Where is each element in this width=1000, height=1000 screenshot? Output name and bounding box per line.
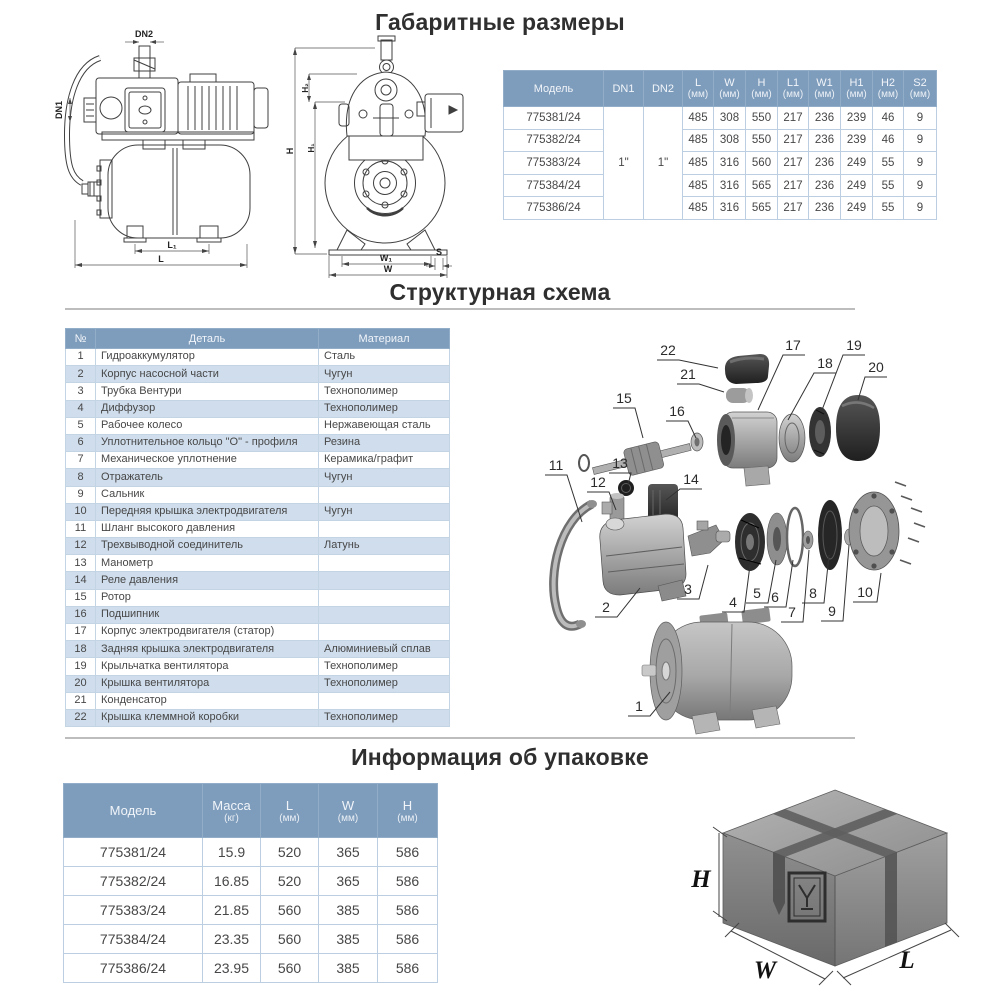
table-cell: Механическое уплотнение — [96, 452, 319, 469]
table-cell: 565 — [746, 197, 778, 220]
bearing — [691, 433, 703, 451]
table-cell: 6 — [66, 434, 96, 451]
table-row — [66, 349, 450, 366]
table-cell: 239 — [841, 107, 873, 130]
table-row — [66, 486, 450, 503]
table-cell: 22 — [66, 709, 96, 726]
svg-text:W: W — [383, 264, 393, 274]
table-cell: Шланг высокого давления — [96, 520, 319, 537]
table-cell — [319, 624, 450, 641]
table-cell: 560 — [746, 152, 778, 175]
packaging-box-illustration — [685, 775, 985, 1000]
svg-text:S: S — [435, 247, 443, 257]
table-cell: 586 — [378, 925, 438, 954]
exploded-view-diagram — [540, 328, 970, 738]
svg-text:5: 5 — [753, 585, 761, 601]
part-number-label — [781, 550, 809, 622]
svg-text:12: 12 — [590, 474, 606, 490]
table-cell: 775386/24 — [504, 197, 604, 220]
svg-text:W₁: W₁ — [379, 253, 393, 263]
table-cell: Рабочее колесо — [96, 417, 319, 434]
table-row — [66, 709, 450, 726]
table-cell: Конденсатор — [96, 692, 319, 709]
table-cell: Чугун — [319, 469, 450, 486]
part-number-label — [613, 390, 643, 438]
table-cell: 560 — [261, 954, 319, 983]
dimension-h2 — [301, 74, 357, 102]
table-cell — [319, 589, 450, 606]
table-cell: 55 — [873, 152, 904, 175]
table-row — [64, 867, 438, 896]
table-cell: 1 — [66, 349, 96, 366]
svg-text:H₂: H₂ — [301, 83, 310, 93]
svg-text:7: 7 — [788, 604, 796, 620]
table-cell: 21.85 — [203, 896, 261, 925]
svg-text:L: L — [158, 254, 164, 264]
table-cell: Задняя крышка электродвигателя — [96, 641, 319, 658]
section-divider — [65, 308, 855, 310]
table-cell — [319, 572, 450, 589]
table-cell: 15.9 — [203, 838, 261, 867]
svg-text:DN2: DN2 — [134, 29, 154, 39]
table-cell: Отражатель — [96, 469, 319, 486]
table-cell: 385 — [319, 954, 378, 983]
table-row — [66, 400, 450, 417]
table-cell: 775381/24 — [64, 838, 203, 867]
capacitor — [726, 388, 753, 403]
table-cell: 775383/24 — [504, 152, 604, 175]
table-cell: Крыльчатка вентилятора — [96, 658, 319, 675]
table-cell: 19 — [66, 658, 96, 675]
table-cell: 217 — [778, 107, 809, 130]
table-cell: 16 — [66, 606, 96, 623]
table-cell: Технополимер — [319, 383, 450, 400]
svg-text:21: 21 — [680, 366, 696, 382]
table-cell: Технополимер — [319, 675, 450, 692]
svg-text:8: 8 — [809, 585, 817, 601]
table-row — [66, 520, 450, 537]
reflector — [818, 500, 842, 570]
table-cell: 365 — [319, 867, 378, 896]
table-cell: Трубка Вентури — [96, 383, 319, 400]
rotor-washer — [579, 455, 589, 471]
tank-outline — [82, 145, 250, 242]
column-header: Материал — [319, 329, 450, 349]
table-cell: Чугун — [319, 503, 450, 520]
dimension-dn2 — [125, 29, 164, 44]
table-cell: Трехвыводной соединитель — [96, 538, 319, 555]
part-number-label — [677, 366, 724, 392]
o-ring — [787, 508, 803, 566]
column-header: L (мм) — [683, 71, 714, 107]
table-row — [504, 197, 937, 220]
column-header: DN2 — [644, 71, 683, 107]
cardboard-box — [723, 790, 947, 966]
table-row — [504, 152, 937, 175]
svg-text:H₁: H₁ — [307, 143, 316, 153]
table-cell: 17 — [66, 624, 96, 641]
table-cell: 18 — [66, 641, 96, 658]
part-number-label — [666, 403, 696, 438]
table-cell: 560 — [261, 896, 319, 925]
table-cell: 586 — [378, 867, 438, 896]
column-header: W (мм) — [714, 71, 746, 107]
table-row — [66, 383, 450, 400]
table-cell: Манометр — [96, 555, 319, 572]
dimensions-table — [503, 70, 937, 220]
svg-text:11: 11 — [548, 457, 564, 473]
table-cell: Подшипник — [96, 606, 319, 623]
table-cell: 236 — [809, 129, 841, 152]
table-cell: 236 — [809, 152, 841, 175]
table-row — [64, 896, 438, 925]
table-cell: 775383/24 — [64, 896, 203, 925]
table-cell: 308 — [714, 129, 746, 152]
table-cell: 236 — [809, 107, 841, 130]
table-cell: 560 — [261, 925, 319, 954]
mechanical-seal — [803, 531, 813, 549]
section-title-structure: Структурная схема — [389, 279, 611, 305]
table-cell: Латунь — [319, 538, 450, 555]
svg-text:DN1: DN1 — [54, 100, 64, 120]
table-cell: 316 — [714, 197, 746, 220]
table-cell: 217 — [778, 152, 809, 175]
table-cell: 9 — [904, 174, 937, 197]
column-header: Масса (кг) — [203, 784, 261, 838]
table-cell: Крышка клеммной коробки — [96, 709, 319, 726]
table-cell: 586 — [378, 838, 438, 867]
rear-motor-cover — [779, 414, 805, 462]
svg-text:19: 19 — [846, 337, 862, 353]
table-cell: 249 — [841, 152, 873, 175]
table-cell: 586 — [378, 896, 438, 925]
pump-housing — [600, 514, 686, 601]
table-cell: 308 — [714, 107, 746, 130]
svg-text:4: 4 — [729, 594, 737, 610]
column-header: H2 (мм) — [873, 71, 904, 107]
header-row — [504, 71, 937, 107]
table-cell: 249 — [841, 174, 873, 197]
table-cell: 2 — [66, 366, 96, 383]
table-cell: 46 — [873, 107, 904, 130]
table-cell: 23.95 — [203, 954, 261, 983]
terminal-box-cover — [725, 354, 769, 384]
table-cell: Технополимер — [319, 658, 450, 675]
header-row — [64, 784, 438, 838]
table-cell: 550 — [746, 129, 778, 152]
table-cell: 46 — [873, 129, 904, 152]
diffuser — [767, 513, 787, 565]
merged-cell: 1" — [604, 107, 644, 220]
table-cell: 485 — [683, 129, 714, 152]
merged-cell: 1" — [644, 107, 683, 220]
table-cell: 217 — [778, 197, 809, 220]
table-cell: 249 — [841, 197, 873, 220]
table-cell: 4 — [66, 400, 96, 417]
table-cell: Сталь — [319, 349, 450, 366]
table-row — [64, 954, 438, 983]
table-row — [66, 555, 450, 572]
table-cell: 586 — [378, 954, 438, 983]
table-cell: 16.85 — [203, 867, 261, 896]
svg-text:3: 3 — [684, 581, 692, 597]
part-number-label — [788, 355, 836, 420]
table-cell: Сальник — [96, 486, 319, 503]
motor-stator — [717, 412, 777, 486]
front-pump-outline — [339, 36, 463, 160]
table-cell: 9 — [904, 197, 937, 220]
part-number-label — [853, 573, 881, 602]
table-row — [66, 658, 450, 675]
table-cell: 316 — [714, 152, 746, 175]
svg-text:22: 22 — [660, 342, 676, 358]
table-row — [504, 107, 937, 130]
table-cell: 217 — [778, 129, 809, 152]
table-cell: 365 — [319, 838, 378, 867]
table-cell: 9 — [904, 107, 937, 130]
hydro-accumulator-tank — [642, 607, 792, 734]
table-cell: 385 — [319, 896, 378, 925]
section-divider — [65, 737, 855, 739]
packaging-table — [63, 783, 438, 983]
table-cell: Передняя крышка электродвигателя — [96, 503, 319, 520]
table-cell: 55 — [873, 174, 904, 197]
part-number-label — [657, 342, 718, 368]
table-cell: 316 — [714, 174, 746, 197]
table-cell: 11 — [66, 520, 96, 537]
table-row — [66, 417, 450, 434]
table-cell: 485 — [683, 152, 714, 175]
svg-text:10: 10 — [857, 584, 873, 600]
table-cell: 520 — [261, 867, 319, 896]
svg-text:14: 14 — [683, 471, 699, 487]
table-cell: 9 — [904, 152, 937, 175]
table-cell: 239 — [841, 129, 873, 152]
column-header: W1 (мм) — [809, 71, 841, 107]
column-header: H (мм) — [378, 784, 438, 838]
table-cell: 217 — [778, 174, 809, 197]
table-cell: 55 — [873, 197, 904, 220]
table-cell: 8 — [66, 469, 96, 486]
table-cell: Ротор — [96, 589, 319, 606]
table-cell — [319, 486, 450, 503]
table-row — [66, 589, 450, 606]
table-cell: Крышка вентилятора — [96, 675, 319, 692]
high-pressure-hose-part — [554, 500, 597, 628]
svg-text:9: 9 — [828, 603, 836, 619]
part-number-label — [722, 565, 750, 612]
table-cell: Технополимер — [319, 400, 450, 417]
column-header: L (мм) — [261, 784, 319, 838]
column-header: Модель — [504, 71, 604, 107]
table-cell: Технополимер — [319, 709, 450, 726]
impeller — [735, 513, 765, 571]
table-cell: 21 — [66, 692, 96, 709]
table-row — [504, 129, 937, 152]
table-cell — [319, 520, 450, 537]
table-row — [66, 469, 450, 486]
table-row — [66, 538, 450, 555]
svg-text:17: 17 — [785, 337, 801, 353]
table-cell: Нержавеющая сталь — [319, 417, 450, 434]
section-title-packaging: Информация об упаковке — [351, 744, 649, 770]
table-cell: 15 — [66, 589, 96, 606]
box-dimension-h — [690, 827, 727, 921]
svg-text:18: 18 — [817, 355, 833, 371]
svg-text:6: 6 — [771, 589, 779, 605]
table-cell: 775381/24 — [504, 107, 604, 130]
table-cell: 520 — [261, 838, 319, 867]
table-cell: Диффузор — [96, 400, 319, 417]
pump-front-view-drawing — [285, 18, 500, 280]
table-cell: 9 — [904, 129, 937, 152]
table-cell: Гидроаккумулятор — [96, 349, 319, 366]
table-row — [64, 925, 438, 954]
column-header: Модель — [64, 784, 203, 838]
front-motor-cover — [849, 482, 925, 570]
column-header: H1 (мм) — [841, 71, 873, 107]
table-cell: 13 — [66, 555, 96, 572]
table-row — [66, 675, 450, 692]
table-cell: 9 — [66, 486, 96, 503]
table-cell: 775386/24 — [64, 954, 203, 983]
table-row — [66, 692, 450, 709]
table-cell — [319, 692, 450, 709]
table-row — [66, 503, 450, 520]
table-cell: 10 — [66, 503, 96, 520]
svg-text:20: 20 — [868, 359, 884, 375]
part-number-label — [858, 359, 887, 400]
table-cell: 775382/24 — [64, 867, 203, 896]
table-cell: Реле давления — [96, 572, 319, 589]
column-header: H (мм) — [746, 71, 778, 107]
table-cell: 14 — [66, 572, 96, 589]
table-cell: 236 — [809, 174, 841, 197]
pump-outline — [84, 46, 268, 149]
table-cell: 236 — [809, 197, 841, 220]
table-row — [66, 572, 450, 589]
table-cell: 23.35 — [203, 925, 261, 954]
table-cell: 775384/24 — [64, 925, 203, 954]
table-row — [66, 434, 450, 451]
section-title-dimensions: Габаритные размеры — [375, 9, 625, 35]
table-cell — [319, 606, 450, 623]
dimension-l — [75, 220, 247, 268]
venturi-tube — [688, 521, 730, 556]
svg-text:16: 16 — [669, 403, 685, 419]
svg-text:H: H — [691, 866, 711, 893]
svg-text:H: H — [285, 147, 295, 155]
svg-text:2: 2 — [602, 599, 610, 615]
table-cell: Чугун — [319, 366, 450, 383]
table-cell: 20 — [66, 675, 96, 692]
table-cell — [319, 555, 450, 572]
table-row — [66, 641, 450, 658]
table-row — [504, 174, 937, 197]
table-cell: 3 — [66, 383, 96, 400]
table-cell: 565 — [746, 174, 778, 197]
table-row — [66, 452, 450, 469]
table-cell: Корпус насосной части — [96, 366, 319, 383]
table-row — [66, 366, 450, 383]
table-row — [66, 624, 450, 641]
column-header: W (мм) — [319, 784, 378, 838]
table-cell: 385 — [319, 925, 378, 954]
table-cell: 485 — [683, 107, 714, 130]
table-cell: 7 — [66, 452, 96, 469]
column-header: S2 (мм) — [904, 71, 937, 107]
fan-cover — [836, 395, 880, 461]
table-cell: Алюминиевый сплав — [319, 641, 450, 658]
svg-text:1: 1 — [635, 698, 643, 714]
column-header: DN1 — [604, 71, 644, 107]
table-cell: Корпус электродвигателя (статор) — [96, 624, 319, 641]
column-header: L1 (мм) — [778, 71, 809, 107]
table-row — [66, 606, 450, 623]
parts-table — [65, 328, 450, 727]
pump-side-view-drawing — [40, 20, 295, 280]
column-header: Деталь — [96, 329, 319, 349]
svg-text:L₁: L₁ — [167, 240, 177, 250]
table-cell: Уплотнительное кольцо "О" - профиля — [96, 434, 319, 451]
svg-text:L: L — [899, 947, 915, 974]
table-cell: 550 — [746, 107, 778, 130]
table-row — [64, 838, 438, 867]
svg-text:W: W — [753, 957, 777, 984]
fan-impeller — [809, 407, 831, 457]
svg-text:13: 13 — [612, 455, 628, 471]
table-cell: 12 — [66, 538, 96, 555]
table-cell: 485 — [683, 174, 714, 197]
svg-text:15: 15 — [616, 390, 632, 406]
column-header: № — [66, 329, 96, 349]
table-cell: 775382/24 — [504, 129, 604, 152]
header-row — [66, 329, 450, 349]
table-cell: Резина — [319, 434, 450, 451]
table-cell: 775384/24 — [504, 174, 604, 197]
table-cell: 485 — [683, 197, 714, 220]
table-cell: Керамика/графит — [319, 452, 450, 469]
table-cell: 5 — [66, 417, 96, 434]
